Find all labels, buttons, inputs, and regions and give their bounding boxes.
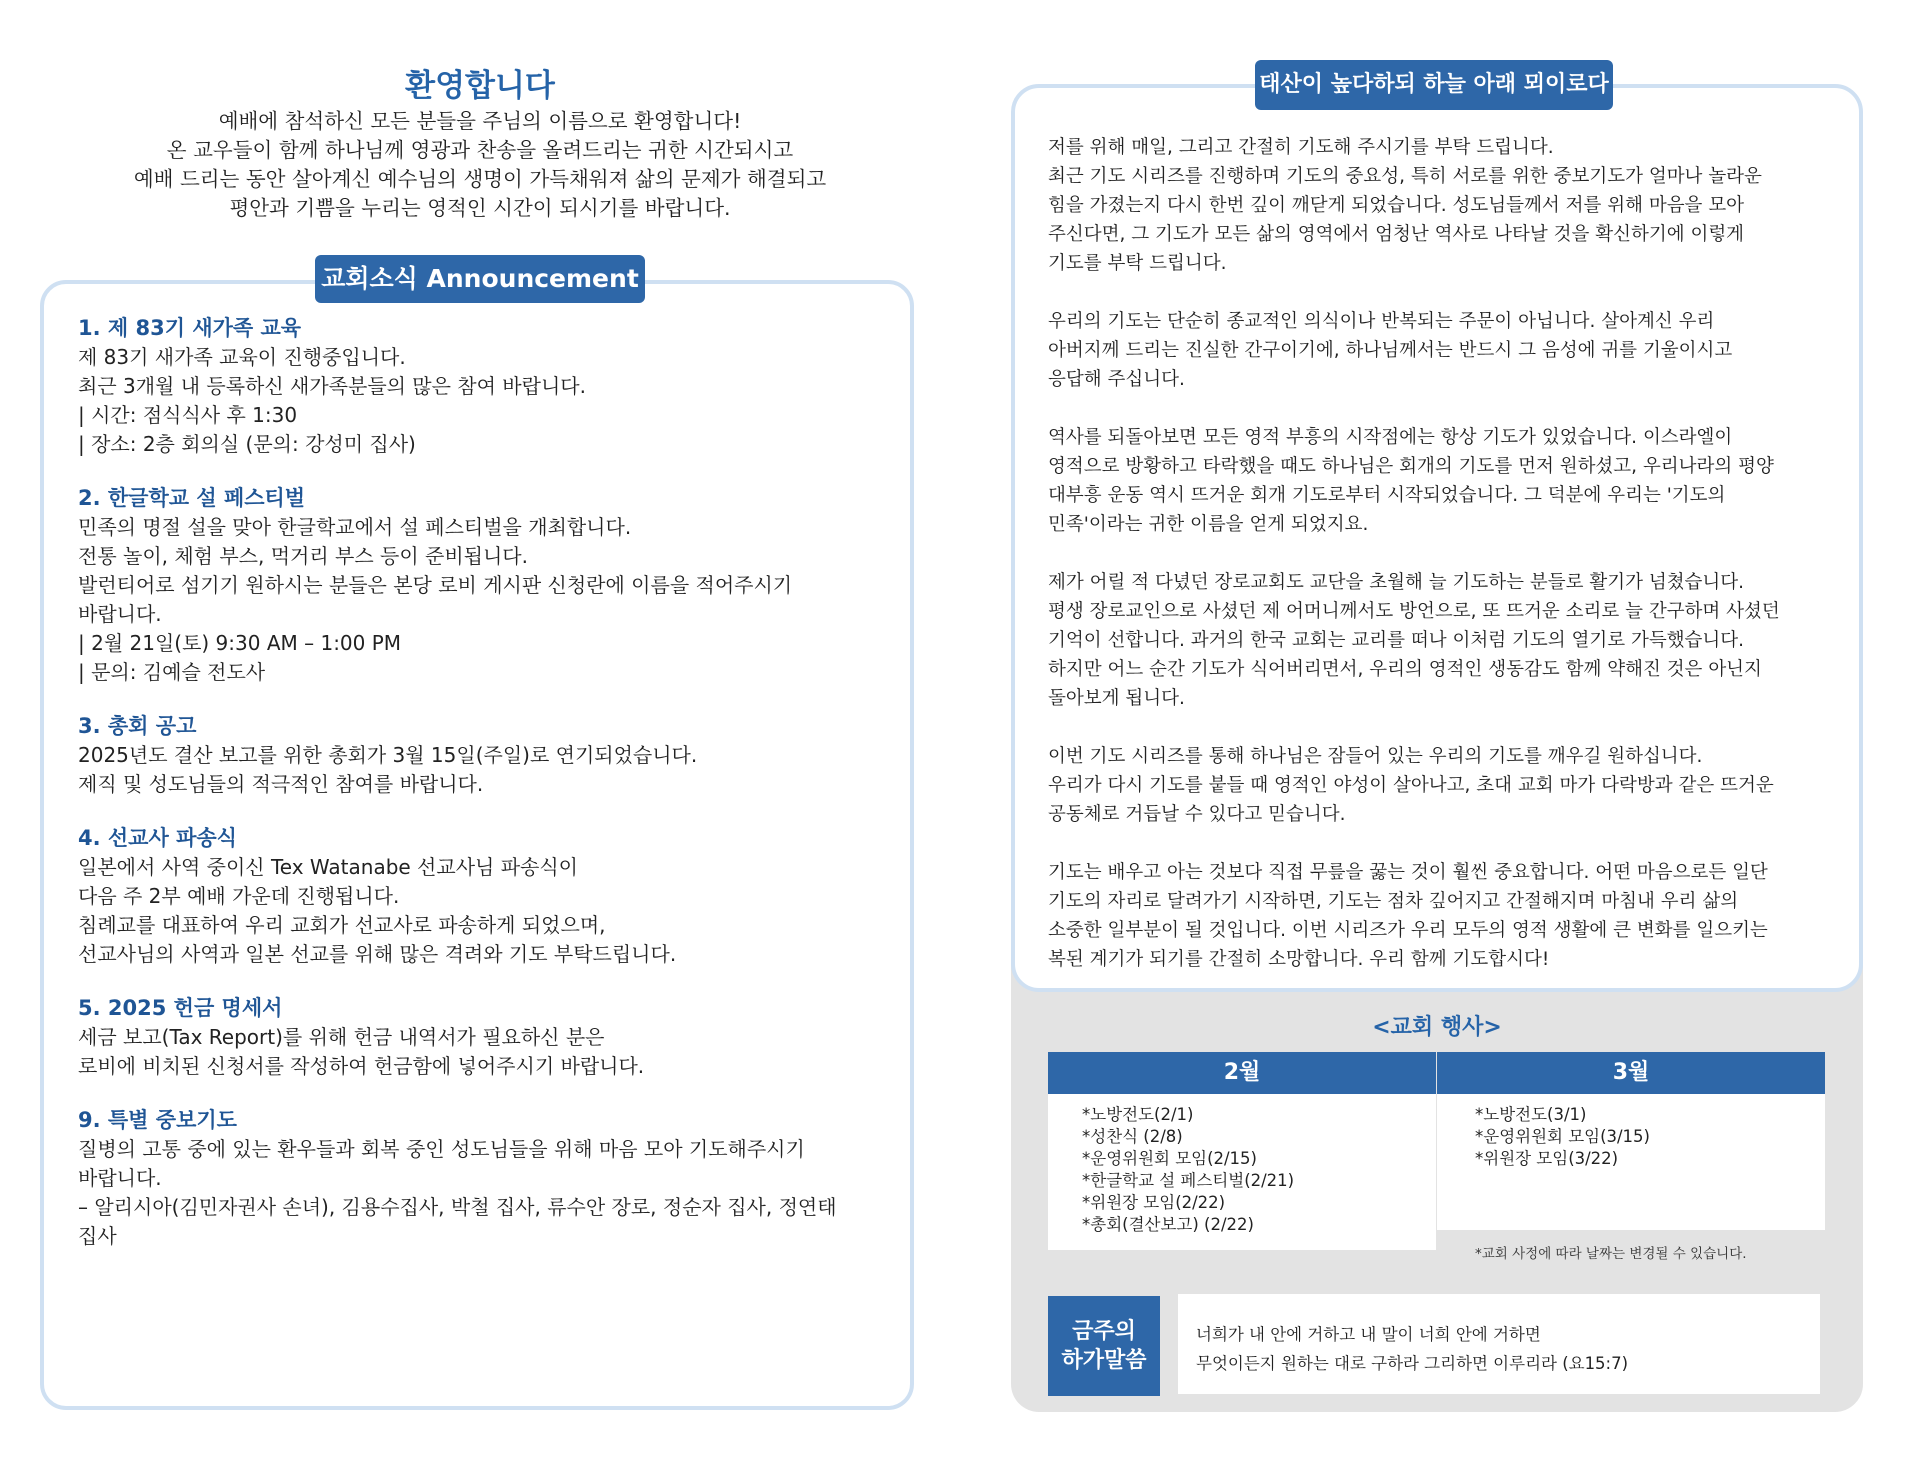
prayer-line: 하지만 어느 순간 기도가 식어버리면서, 우리의 영적인 생동감도 함께 약해진 것은 아닌지	[1048, 659, 1762, 680]
prayer-paragraph	[1048, 307, 1838, 394]
welcome-line: 예배에 참석하신 모든 분들을 주님의 이름으로 환영합니다!	[218, 109, 742, 133]
prayer-line: 제가 어릴 적 다녔던 장로교회도 교단을 초월해 늘 기도하는 분들로 활기가 넘쳤습니다.	[1048, 572, 1745, 593]
prayer-line: 우리의 기도는 단순히 종교적인 의식이나 반복되는 주문이 아닙니다. 살아계신 우리	[1048, 311, 1715, 332]
verse-label-line: 금주의	[1072, 1319, 1136, 1344]
announcement-line: 전통 놀이, 체험 부스, 먹거리 부스 등이 준비됩니다.	[78, 544, 528, 568]
events-title: <교회 행사>	[1372, 1015, 1502, 1040]
announcement-line: 바랍니다.	[78, 602, 162, 626]
event-item: *성찬식 (2/8)	[1082, 1127, 1183, 1146]
announcement-line: 최근 3개월 내 등록하신 새가족분들의 많은 참여 바랍니다.	[78, 374, 586, 398]
announcement-line: 발런티어로 섬기기 원하시는 분들은 본당 로비 게시판 신청란에 이름을 적어주시기	[78, 573, 793, 597]
event-list	[1437, 1094, 1825, 1230]
announcement-line: 로비에 비치된 신청서를 작성하여 헌금함에 넣어주시기 바랍니다.	[78, 1054, 645, 1078]
event-item: *노방전도(3/1)	[1475, 1105, 1587, 1124]
verse-text	[1178, 1294, 1820, 1394]
event-item: *운영위원회 모임(2/15)	[1082, 1149, 1257, 1168]
event-list	[1048, 1094, 1436, 1250]
welcome-message	[40, 107, 920, 223]
event-item: *총회(결산보고) (2/22)	[1082, 1215, 1254, 1234]
announcement-heading: 5. 2025 헌금 명세서	[78, 996, 283, 1020]
event-item: *위원장 모임(2/22)	[1082, 1193, 1226, 1212]
month-header: 3월	[1437, 1052, 1825, 1094]
prayer-line: 기도는 배우고 아는 것보다 직접 무릎을 꿇는 것이 훨씬 중요합니다. 어떤 마음으로든 일단	[1048, 862, 1768, 883]
prayer-line: 이번 기도 시리즈를 통해 하나님은 잠들어 있는 우리의 기도를 깨우길 원하십니다.	[1048, 746, 1703, 767]
announcement-line: 질병의 고통 중에 있는 환우들과 회복 중인 성도님들을 위해 마음 모아 기도해주시기	[78, 1137, 805, 1161]
announcement-line: 집사	[78, 1224, 117, 1248]
prayer-line: 힘을 가졌는지 다시 한번 깊이 깨닫게 되었습니다. 성도님들께서 저를 위해 마음을 모아	[1048, 195, 1745, 216]
announcement-heading: 3. 총회 공고	[78, 714, 197, 738]
prayer-line: 주신다면, 그 기도가 모든 삶의 영역에서 엄청난 역사로 나타날 것을 확신하기에 이렇게	[1048, 224, 1745, 245]
prayer-title: 태산이 높다하되 하늘 아래 뫼이로다	[1255, 60, 1613, 110]
prayer-line: 소중한 일부분이 될 것입니다. 이번 시리즈가 우리 모두의 영적 생활에 큰 변화를 일으키는	[1048, 920, 1768, 941]
welcome-title: 환영합니다	[405, 68, 555, 104]
event-item: *운영위원회 모임(3/15)	[1475, 1127, 1650, 1146]
prayer-line: 우리가 다시 기도를 붙들 때 영적인 야성이 살아나고, 초대 교회 마가 다락방과 같은 뜨거운	[1048, 775, 1774, 796]
announcement-line: 제 83기 새가족 교육이 진행중입니다.	[78, 345, 406, 369]
announcement-heading: 4. 선교사 파송식	[78, 826, 237, 850]
prayer-paragraph	[1048, 742, 1838, 829]
announcement-line: 일본에서 사역 중이신 Tex Watanabe 선교사님 파송식이	[78, 855, 578, 879]
announcement-item	[78, 484, 898, 687]
prayer-line: 민족'이라는 귀한 이름을 얻게 되었지요.	[1048, 514, 1369, 535]
verse-label	[1048, 1296, 1160, 1396]
announcement-line: 다음 주 2부 예배 가운데 진행됩니다.	[78, 884, 400, 908]
announcement-item	[78, 1106, 898, 1251]
verse-line: 너희가 내 안에 거하고 내 말이 너희 안에 거하면	[1196, 1325, 1541, 1344]
announcement-line: 선교사님의 사역과 일본 선교를 위해 많은 격려와 기도 부탁드립니다.	[78, 942, 677, 966]
prayer-line: 최근 기도 시리즈를 진행하며 기도의 중요성, 특히 서로를 위한 중보기도가 얼마나 놀라운	[1048, 166, 1762, 187]
prayer-line: 돌아보게 됩니다.	[1048, 688, 1185, 709]
announcement-item	[78, 314, 898, 459]
announcement-line: | 2월 21일(토) 9:30 AM – 1:00 PM	[78, 631, 402, 655]
announcement-line: 민족의 명절 설을 맞아 한글학교에서 설 페스티벌을 개최합니다.	[78, 515, 632, 539]
verse-line: 무엇이든지 원하는 대로 구하라 그리하면 이루리라 (요15:7)	[1196, 1354, 1629, 1373]
prayer-paragraph	[1048, 423, 1838, 539]
announcement-line: 바랍니다.	[78, 1166, 162, 1190]
event-item: *노방전도(2/1)	[1082, 1105, 1194, 1124]
announcement-line: 제직 및 성도님들의 적극적인 참여를 바랍니다.	[78, 772, 484, 796]
prayer-line: 응답해 주십니다.	[1048, 369, 1185, 390]
prayer-paragraph	[1048, 568, 1838, 713]
announcement-item	[78, 824, 898, 969]
announcement-item	[78, 994, 898, 1081]
welcome-line: 예배 드리는 동안 살아계신 예수님의 생명이 가득채워져 삶의 문제가 해결되고	[133, 167, 827, 191]
prayer-line: 기도의 자리로 달려가기 시작하면, 기도는 점차 깊어지고 간절해지며 마침내 우리 삶의	[1048, 891, 1739, 912]
prayer-line: 기도를 부탁 드립니다.	[1048, 253, 1227, 274]
prayer-line: 아버지께 드리는 진실한 간구이기에, 하나님께서는 반드시 그 음성에 귀를 기울이시고	[1048, 340, 1733, 361]
announcement-heading: 9. 특별 중보기도	[78, 1108, 237, 1132]
prayer-line: 저를 위해 매일, 그리고 간절히 기도해 주시기를 부탁 드립니다.	[1048, 137, 1554, 158]
announcement-label: 교회소식 Announcement	[315, 255, 645, 303]
month-header: 2월	[1048, 1052, 1436, 1094]
announcement-list	[78, 314, 898, 1276]
prayer-line: 기억이 선합니다. 과거의 한국 교회는 교리를 떠나 이처럼 기도의 열기로 가득했습니다.	[1048, 630, 1745, 651]
prayer-paragraph	[1048, 858, 1838, 974]
event-item: *위원장 모임(3/22)	[1475, 1149, 1619, 1168]
announcement-line: 침례교를 대표하여 우리 교회가 선교사로 파송하게 되었으며,	[78, 913, 606, 937]
prayer-line: 공동체로 거듭날 수 있다고 믿습니다.	[1048, 804, 1346, 825]
prayer-line: 대부흥 운동 역시 뜨거운 회개 기도로부터 시작되었습니다. 그 덕분에 우리는 '기도의	[1048, 485, 1726, 506]
announcement-line: 세금 보고(Tax Report)를 위해 헌금 내역서가 필요하신 분은	[78, 1025, 605, 1049]
prayer-line: 영적으로 방황하고 타락했을 때도 하나님은 회개의 기도를 먼저 원하셨고, 우리나라의 평양	[1048, 456, 1774, 477]
welcome-line: 평안과 기쁨을 누리는 영적인 시간이 되시기를 바랍니다.	[229, 196, 731, 220]
announcement-line: | 문의: 김예슬 전도사	[78, 660, 266, 684]
welcome-line: 온 교우들이 함께 하나님께 영광과 찬송을 올려드리는 귀한 시간되시고	[166, 138, 794, 162]
announcement-item	[78, 712, 898, 799]
prayer-body	[1048, 133, 1838, 974]
announcement-heading: 1. 제 83기 새가족 교육	[78, 316, 302, 340]
announcement-line: | 장소: 2층 회의실 (문의: 강성미 집사)	[78, 432, 416, 456]
prayer-line: 역사를 되돌아보면 모든 영적 부흥의 시작점에는 항상 기도가 있었습니다. 이스라엘이	[1048, 427, 1733, 448]
events-march	[1437, 1052, 1825, 1230]
prayer-line: 복된 계기가 되기를 간절히 소망합니다. 우리 함께 기도합시다!	[1048, 949, 1550, 970]
announcement-heading: 2. 한글학교 설 페스티벌	[78, 486, 306, 510]
prayer-line: 평생 장로교인으로 사셨던 제 어머니께서도 방언으로, 또 뜨거운 소리로 늘 간구하며 사셨던	[1048, 601, 1780, 622]
event-item: *한글학교 설 페스티벌(2/21)	[1082, 1171, 1295, 1190]
announcement-line: 2025년도 결산 보고를 위한 총회가 3월 15일(주일)로 연기되었습니다.	[78, 743, 698, 767]
events-note: *교회 사정에 따라 날짜는 변경될 수 있습니다.	[1475, 1246, 1747, 1262]
announcement-line: – 알리시아(김민자권사 손녀), 김용수집사, 박철 집사, 류수안 장로, 정순자 집사, 정연태	[78, 1195, 837, 1219]
announcement-line: | 시간: 점식식사 후 1:30	[78, 403, 298, 427]
verse-label-line: 하가말씀	[1061, 1348, 1147, 1373]
events-february	[1048, 1052, 1436, 1250]
prayer-paragraph	[1048, 133, 1838, 278]
